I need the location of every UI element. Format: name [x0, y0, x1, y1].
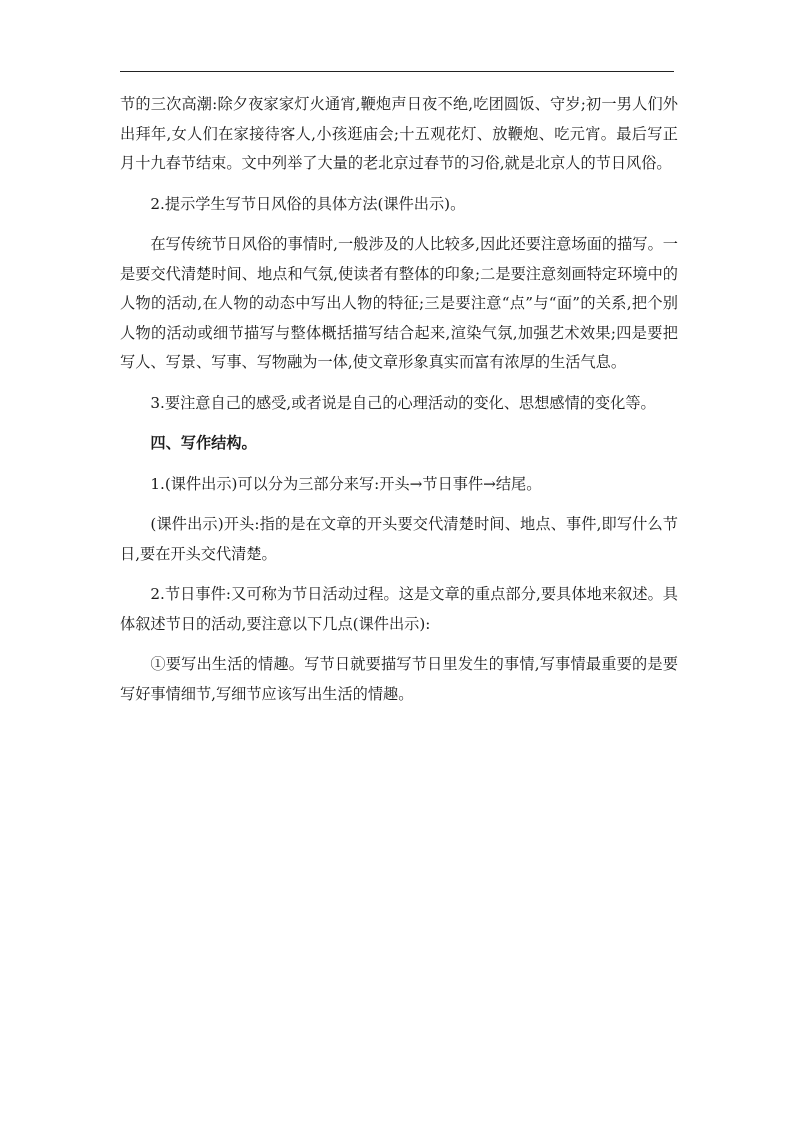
paragraph-continued: 节的三次高潮:除夕夜家家灯火通宵,鞭炮声日夜不绝,吃团圆饭、守岁;初一男人们外出拜年,女人们在家接待客人,小孩逛庙会;十五观花灯、放鞭炮、吃元宵。最后写正月十九春节结束。文中列举了大量的老北京过春节的习俗,就是北京人的节日风俗。: [120, 95, 678, 172]
paragraph-method-3: 3.要注意自己的感受,或者说是自己的心理活动的变化、思想感情的变化等。: [150, 393, 656, 412]
paragraph-structure-1: 1.(课件出示)可以分为三部分来写:开头→节日事件→结尾。: [150, 474, 542, 493]
paragraph-structure-2: 2.节日事件:又可称为节日活动过程。这是文章的重点部分,要具体地来叙述。具体叙述节日的活动,要注意以下几点(课件出示):: [120, 585, 678, 633]
paragraph-point-1: ①要写出生活的情趣。写节日就要描写节日里发生的事情,写事情最重要的是要写好事情细节,写细节应该写出生活的情趣。: [120, 655, 678, 703]
paragraph-scene-description: 在写传统节日风俗的事情时,一般涉及的人比较多,因此还要注意场面的描写。一是要交代清楚时间、地点和气氛,使读者有整体的印象;二是要注意刻画特定环境中的人物的活动,在人物的动态中写出人物的特征;三是要注意“点”与“面”的关系,把个别人物的活动或细节描写与整体概括描写结合起来,渲染气氛,加强艺术效果;四是要把写人、写景、写事、写物融为一体,使文章形象真实而富有浓厚的生活气息。: [120, 235, 678, 371]
document-body: [120, 90, 678, 720]
paragraph-method-2: 2.提示学生写节日风俗的具体方法(课件出示)。: [150, 194, 466, 213]
paragraph-opening: (课件出示)开头:指的是在文章的开头要交代清楚时间、地点、事件,即写什么节日,要在开头交代清楚。: [120, 515, 678, 563]
header-rule: [120, 71, 674, 72]
section-heading-structure: 四、写作结构。: [150, 434, 257, 452]
